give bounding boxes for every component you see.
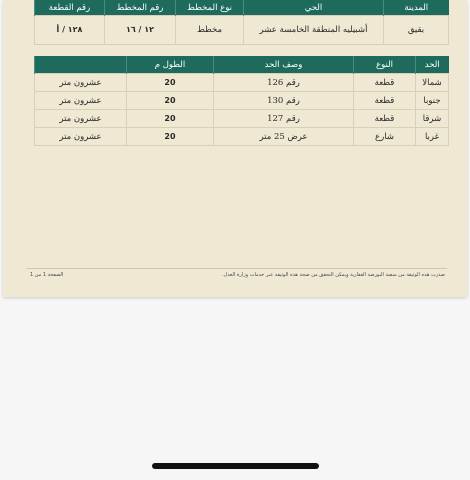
cell-length: 20 [127,128,214,146]
cell-length-words: عشرون متر [35,74,127,92]
header-plan-number: رقم المخطط [105,0,176,16]
cell-district: أشبيليه المنطقة الخامسة عشر [244,16,384,45]
cell-length: 20 [127,110,214,128]
cell-description: رقم 130 [214,92,354,110]
page-number: الصفحة 1 من 1 [30,272,64,278]
header-type: النوع [354,56,416,74]
cell-boundary: غربا [416,128,449,146]
header-plan-type: نوع المخطط [176,0,244,16]
cell-length: 20 [127,92,214,110]
boundaries-table-header [35,56,449,74]
parcel-table-header [35,0,449,16]
cell-boundary: شرقا [416,110,449,128]
cell-length: 20 [127,74,214,92]
cell-length-words: عشرون متر [35,128,127,146]
cell-type: شارع [354,128,416,146]
cell-description: رقم 126 [214,74,354,92]
header-length: الطول م [127,56,214,74]
cell-description: عرض 25 متر [214,128,354,146]
table-row [35,92,449,110]
cell-parcel-number: ١٢٨ / أ [35,16,105,45]
cell-length-words: عشرون متر [35,92,127,110]
footer-note: صدرت هذه الوثيقة من منصة البورصة العقارية ويمكن التحقق من صحة هذه الوثيقة عبر خدمات وزارة العدل. [222,272,445,278]
cell-type: قطعة [354,92,416,110]
parcel-info-table [34,0,449,45]
cell-type: قطعة [354,74,416,92]
footer-divider [26,268,447,269]
table-row [35,74,449,92]
cell-type: قطعة [354,110,416,128]
cell-boundary: شمالا [416,74,449,92]
header-boundary: الحد [416,56,449,74]
cell-length-words: عشرون متر [35,110,127,128]
boundaries-table [34,56,449,146]
header-district: الحي [244,0,384,16]
header-description: وصف الحد [214,56,354,74]
cell-boundary: جنوبا [416,92,449,110]
header-parcel-number: رقم القطعة [35,0,105,16]
table-row [35,16,449,45]
cell-city: بقيق [384,16,449,45]
table-row [35,110,449,128]
header-length-words [35,56,127,74]
cell-plan-number: ١٢ / ١٦ [105,16,176,45]
table-row [35,128,449,146]
home-indicator[interactable] [152,463,319,469]
cell-description: رقم 127 [214,110,354,128]
cell-plan-type: مخطط [176,16,244,45]
document-page [3,0,467,297]
header-city: المدينة [384,0,449,16]
